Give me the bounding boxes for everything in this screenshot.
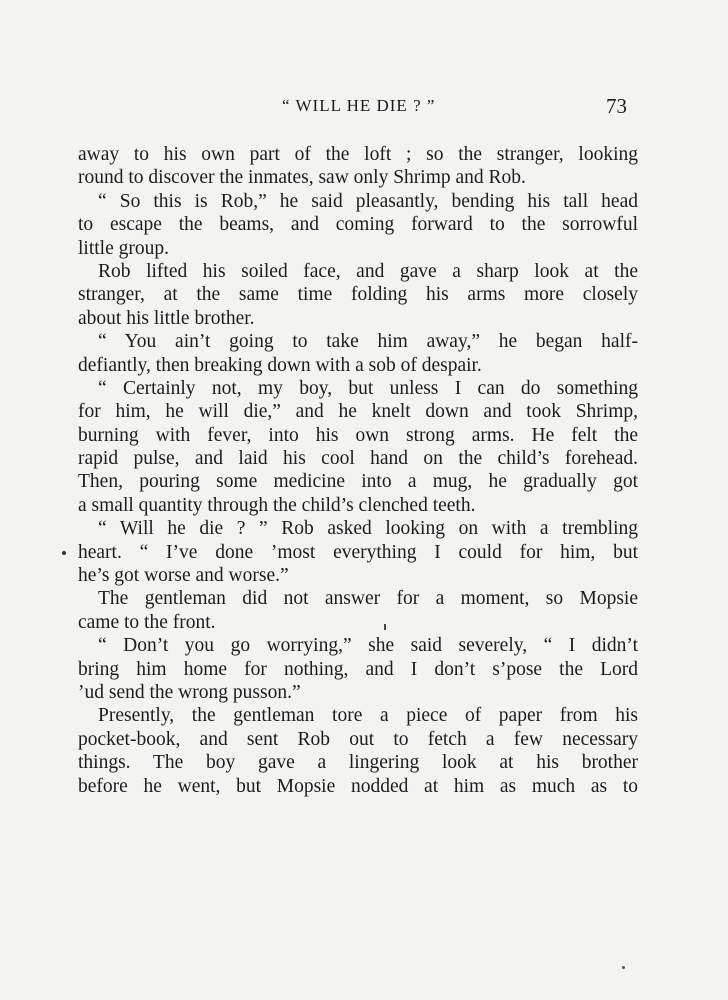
text-line: “ Don’t you go worrying,” she said severely, “ I didn’t — [98, 635, 638, 657]
text-line: before he went, but Mopsie nodded at him as much as to — [78, 775, 638, 797]
text-line: Presently, the gentleman tore a piece of paper from his — [98, 705, 638, 727]
text-line: to escape the beams, and coming forward to the sorrowful — [78, 214, 638, 236]
text-line: pocket-book, and sent Rob out to fetch a few necessary — [78, 728, 638, 750]
text-line: away to his own part of the loft ; so the stranger, looking — [78, 144, 638, 165]
running-title: “ WILL HE DIE ? ” — [282, 96, 436, 115]
running-header — [0, 96, 728, 122]
text-line: bring him home for nothing, and I don’t s’pose the Lord — [78, 658, 638, 680]
text-line: “ Certainly not, my boy, but unless I can do something — [98, 377, 638, 399]
text-line: heart. “ I’ve done ’most everything I could for him, but — [78, 541, 638, 563]
text-line: ’ud send the wrong pusson.” — [78, 681, 301, 703]
text-line: things. The boy gave a lingering look at his brother — [78, 752, 638, 774]
text-line: a small quantity through the child’s clenched teeth. — [78, 494, 476, 516]
text-line: for him, he will die,” and he knelt down and took Shrimp, — [78, 401, 638, 423]
print-speck — [384, 624, 386, 630]
print-speck — [62, 551, 66, 555]
text-line: “ You ain’t going to take him away,” he began half- — [98, 331, 638, 353]
print-speck — [622, 966, 625, 969]
text-line: defiantly, then breaking down with a sob of despair. — [78, 354, 482, 376]
text-line: about his little brother. — [78, 307, 255, 329]
text-line: came to the front. — [78, 611, 216, 633]
text-line: little group. — [78, 237, 169, 259]
text-line: Rob lifted his soiled face, and gave a sharp look at the — [98, 260, 638, 282]
text-line: Then, pouring some medicine into a mug, he gradually got — [78, 471, 638, 493]
body-text — [78, 143, 638, 798]
text-line: burning with fever, into his own strong arms. He felt the — [78, 424, 638, 446]
text-line: rapid pulse, and laid his cool hand on the child’s forehead. — [78, 448, 638, 470]
text-line: “ So this is Rob,” he said pleasantly, bending his tall head — [98, 190, 638, 212]
text-line: he’s got worse and worse.” — [78, 565, 289, 587]
text-line: stranger, at the same time folding his arms more closely — [78, 284, 638, 306]
text-line: The gentleman did not answer for a moment, so Mopsie — [98, 588, 638, 610]
page-number: 73 — [606, 94, 627, 118]
text-line: “ Will he die ? ” Rob asked looking on with a trembling — [98, 518, 638, 540]
text-line: round to discover the inmates, saw only Shrimp and Rob. — [78, 167, 526, 189]
